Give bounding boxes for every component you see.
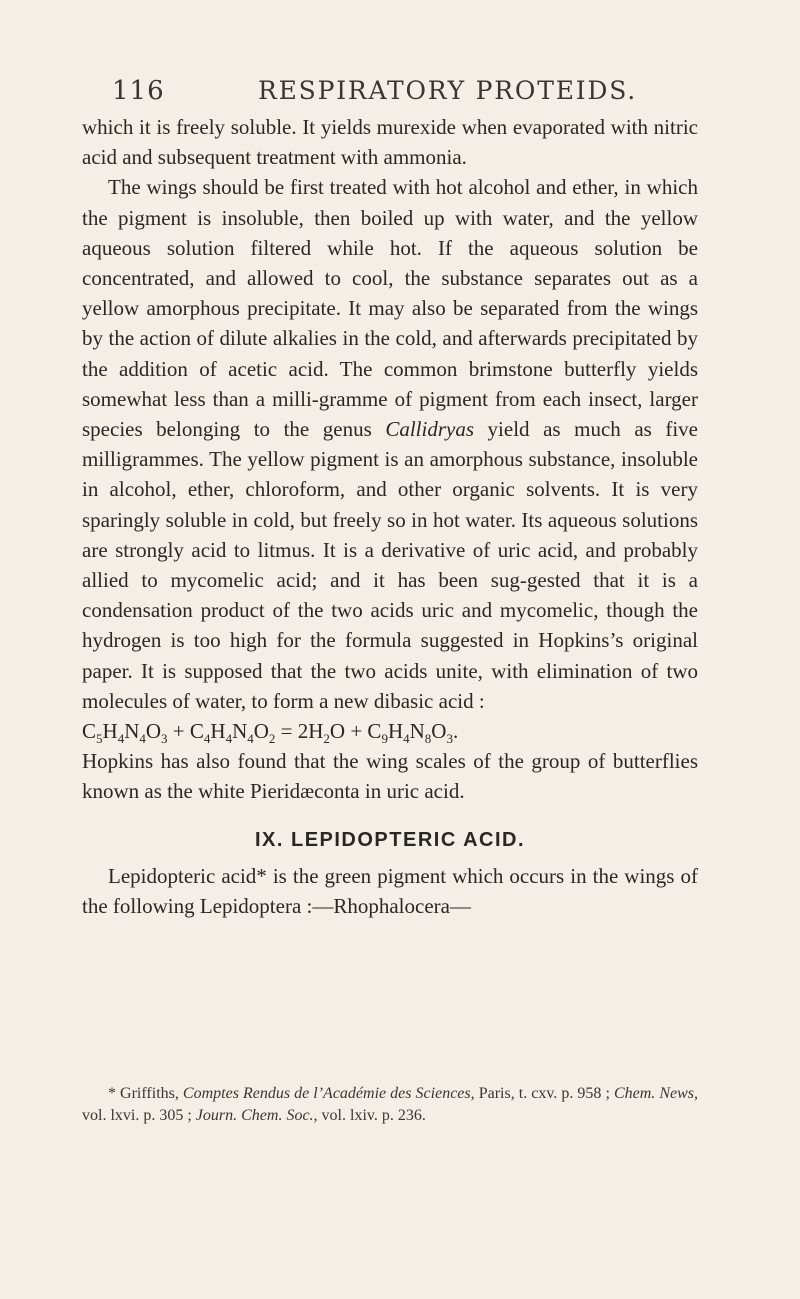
formula-part: . [452,719,459,744]
paragraph-extraction [82,172,698,716]
formula-part: N [409,719,425,744]
formula-subscript: 4 [225,731,233,747]
footnote-text: * Griffiths, [108,1085,183,1102]
formula-subscript: 3 [446,731,453,747]
formula-subscript: 4 [247,731,254,747]
formula-subscript: 4 [203,731,211,747]
formula-part: O + C [329,719,382,744]
formula-part: H [387,719,404,744]
paragraph-hopkins: Hopkins has also found that the wing scales of the group of butterflies known as the white Pieridæconta in uric acid. [82,749,698,804]
body-text [82,112,698,921]
paragraph-continued: which it is freely soluble. It yields murexide when evaporated with nitric acid and subsequent treatment with ammonia. [82,115,698,170]
formula-subscript: 8 [424,731,432,747]
footnote-journal-title: Comptes Rendus de l’Académie des Sciences, [182,1085,475,1102]
formula-part: O [253,719,269,744]
formula-subscript: 3 [161,731,168,747]
paragraph-extraction-text-a: The wings should be first treated with hot alcohol and ether, in which the pigment is insoluble, then boiled up with water, and the yellow aqueous solution filtered while hot. If the aqueous solution be concentrated, and allowed to cool, the substance separates out as a yellow amorphous precipitate. It may also be separated from the wings by the action of dilute alkalies in the cold, and afterwards precipitated by the addition of acetic acid. The common brimstone butterfly yields somewhat less than a milli-gramme of pigment from each insect, larger species belonging to the genus [82,175,698,442]
formula-part: + C [167,719,204,744]
formula-part: C [82,719,97,744]
running-title: RESPIRATORY PROTEIDS. [258,76,638,105]
footnote-text: Paris, t. cxv. p. 958 ; [474,1085,614,1102]
paragraph-extraction-text-b: yield as much as five milligrammes. The yellow pigment is an amorphous substance, insoluble in alcohol, ether, chloroform, and other organic solvents. It is very sparingly soluble in cold, but freely so in hot water. Its aqueous solutions are strongly acid to litmus. It is a derivative of uric acid, and probably allied to mycomelic acid; and it has been sug-gested that it is a condensation product of the two acids uric and mycomelic, though the hydrogen is too high for the formula suggested in Hopkins’s original paper. It is supposed that the two acids unite, with elimination of two molecules of water, to form a new dibasic acid : [82,417,698,713]
formula-part: O [145,719,162,744]
formula-subscript: 4 [403,731,410,747]
footnote-journal-title: Journ. Chem. Soc., [195,1107,318,1124]
formula-subscript: 4 [117,731,125,747]
running-head [112,76,692,110]
formula-part: O [431,719,447,744]
footnote-text: vol. lxvi. p. 305 ; [82,1107,196,1124]
footnote-text: vol. lxiv. p. 236. [317,1107,426,1124]
formula-subscript: 2 [323,731,330,747]
chemical-equation [82,716,698,746]
paragraph-lepidopteric: Lepidopteric acid* is the green pigment which occurs in the wings of the following Lepidoptera :—Rhophalocera— [82,863,698,918]
formula-subscript: 9 [381,731,388,747]
formula-subscript: 2 [268,731,276,747]
formula-part: = 2H [275,719,324,744]
footnote [82,1083,698,1127]
footnote-journal-title: Chem. News, [613,1085,699,1102]
formula-subscript: 4 [139,731,146,747]
formula-part: N [124,719,140,744]
formula-part: H [210,719,226,744]
section-heading: IX. LEPIDOPTERIC ACID. [254,828,526,851]
formula-subscript: 5 [96,731,103,747]
genus-name: Callidryas [385,417,475,442]
page-number: 116 [112,76,165,106]
formula-part: N [232,719,248,744]
formula-part: H [102,719,118,744]
